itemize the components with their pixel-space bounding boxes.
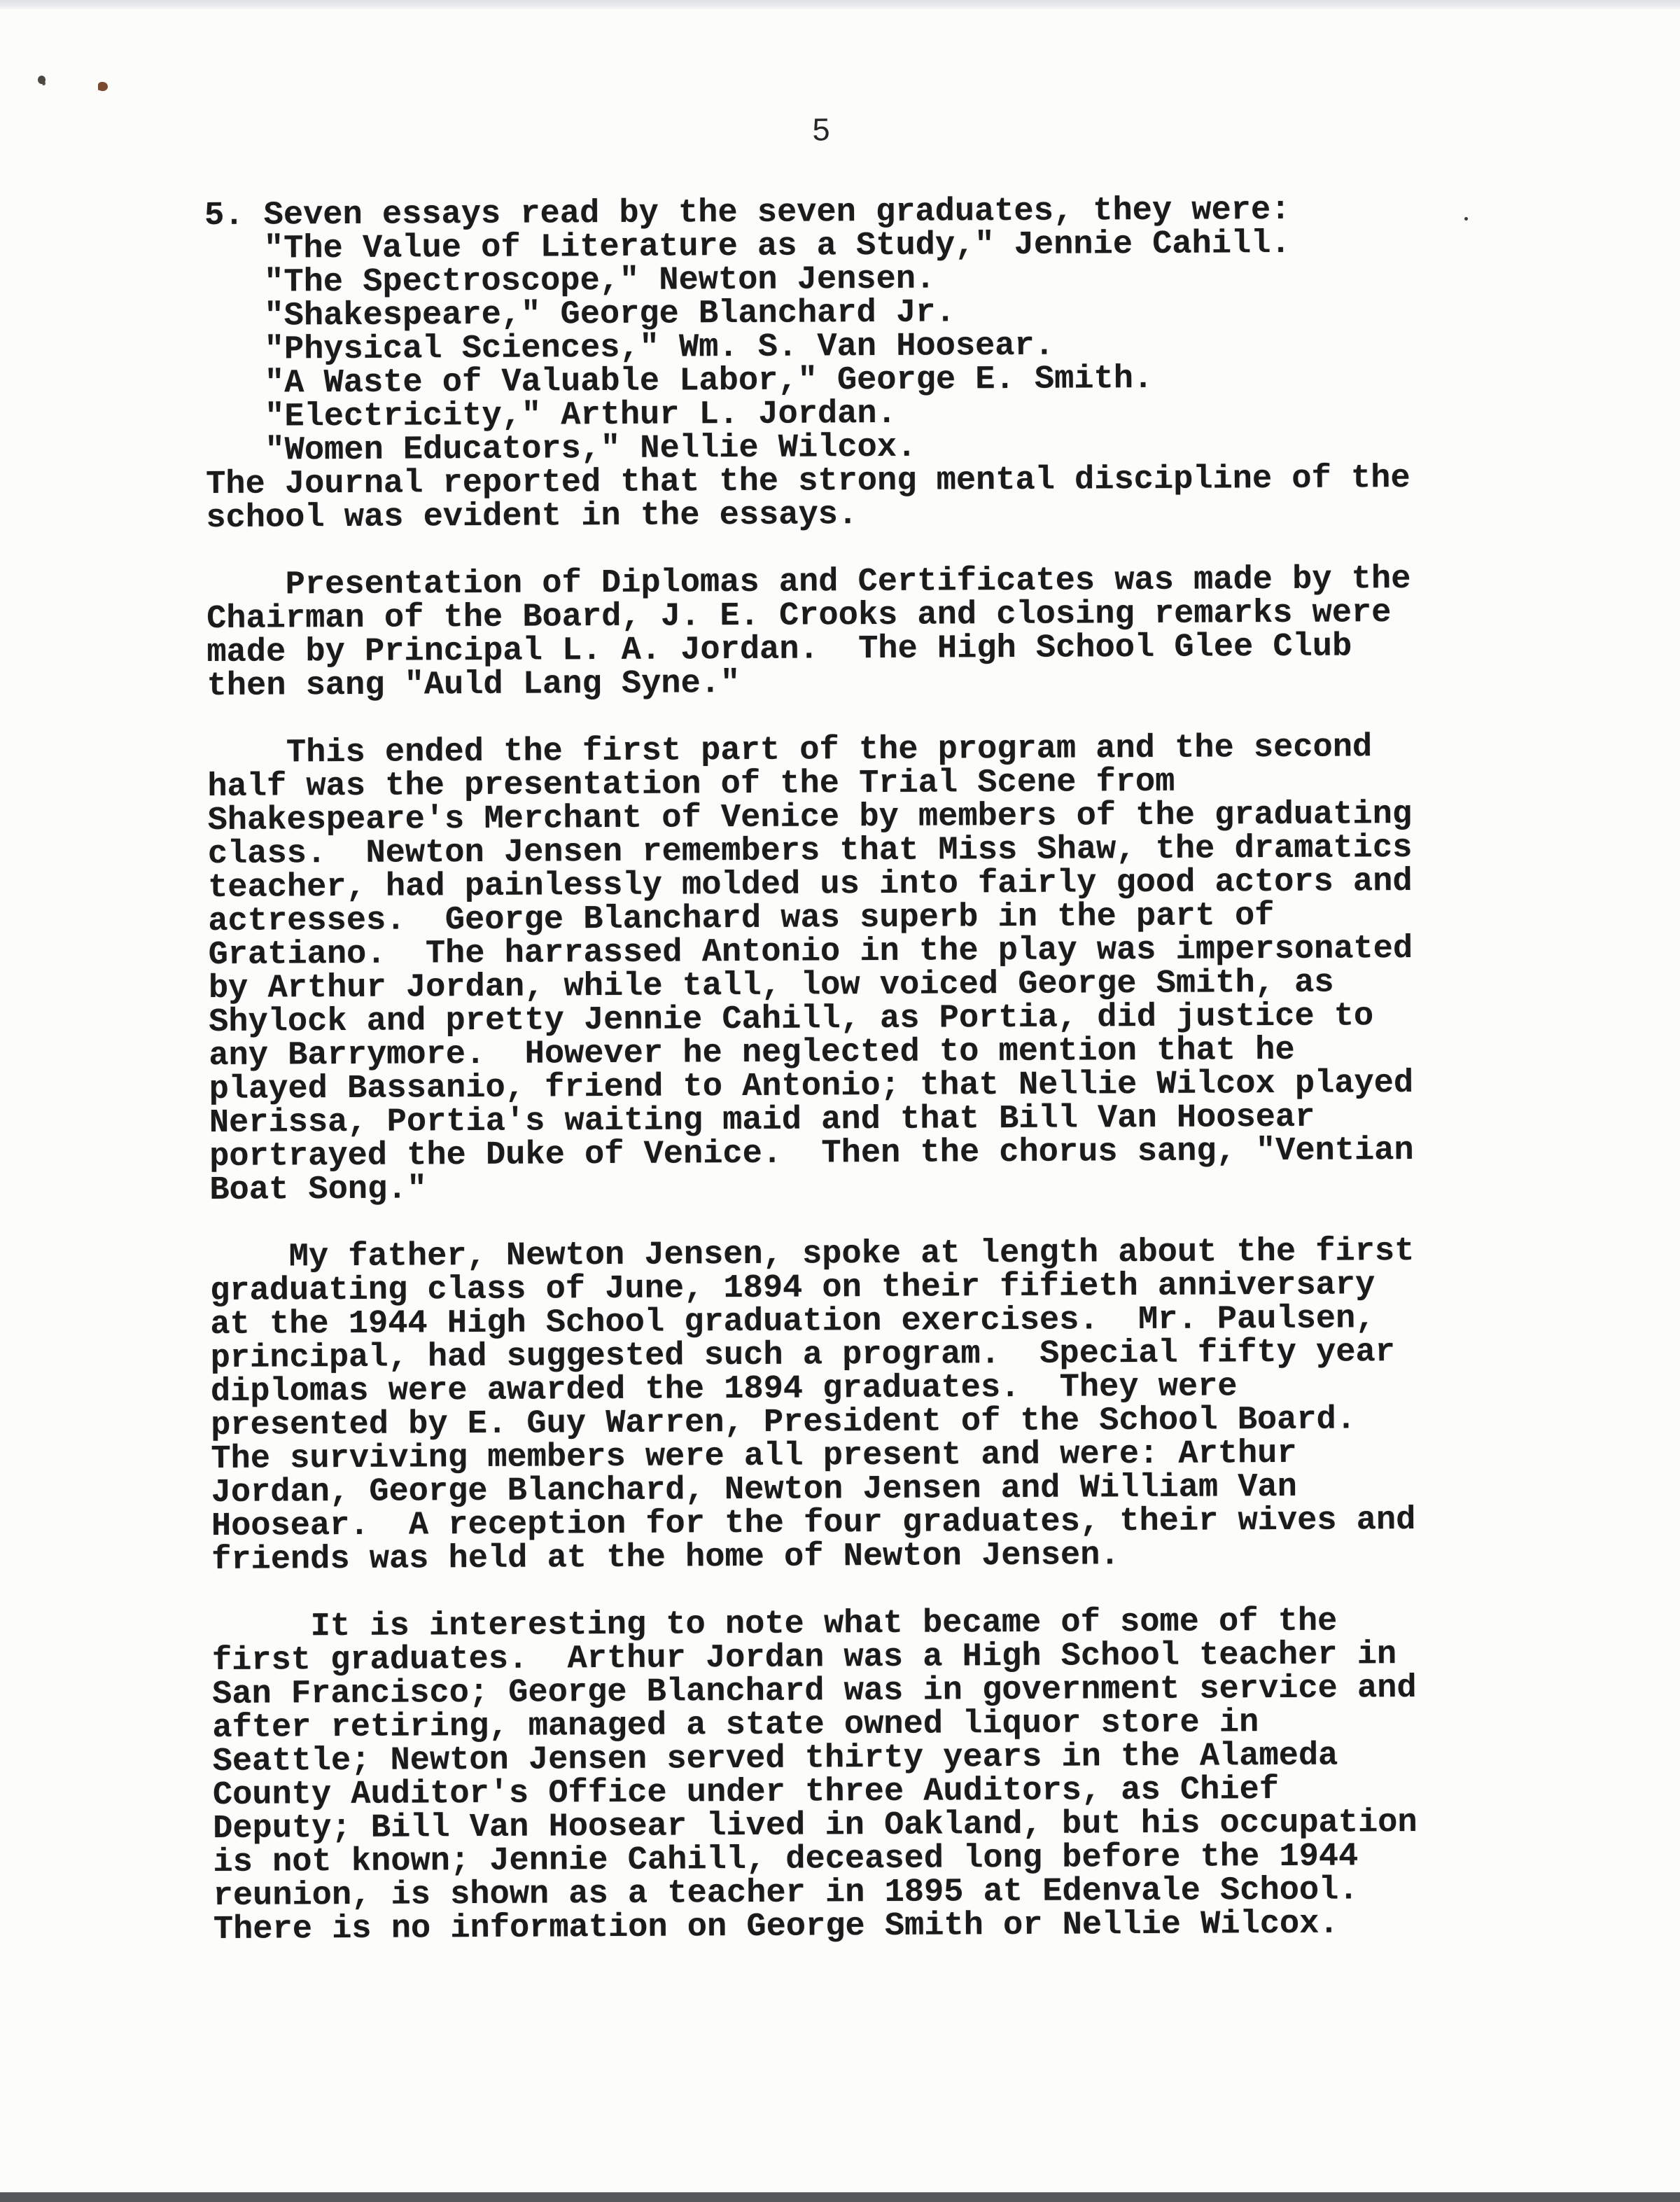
paragraph [206,562,1481,704]
text-line: Gratiano. The harrassed Antonio in the play was impersonated [208,930,1413,974]
text-line: The surviving members were all present and were: Arthur [211,1435,1297,1478]
text-line: Chairman of the Board, J. E. Crooks and closing remarks were [206,594,1392,638]
text-line: Seattle; Newton Jensen served thirty years in the Alameda [212,1737,1338,1781]
text-line: Boat Song." [209,1171,427,1209]
text-line: after retiring, managed a state owned liquor store in [212,1704,1259,1747]
text-line: "Physical Sciences," Wm. S. Van Hoosear. [204,327,1055,369]
text-line: Deputy; Bill Van Hoosear lived in Oakland, but his occupation [213,1804,1418,1848]
text-line: teacher, had painlessly molded us into fairly good actors and [208,863,1413,907]
text-line: Shylock and pretty Jennie Cahill, as Portia, did justice to [209,998,1374,1041]
text-line: County Auditor's Office under three Auditors, as Chief [212,1771,1280,1814]
text-line: actresses. George Blanchard was superb in the part of [208,898,1275,940]
text-line: friends was held at the home of Newton Jensen. [211,1537,1120,1579]
paragraph [212,1604,1488,1947]
text-line: Nerissa, Portia's waiting maid and that Bill Van Hoosear [209,1099,1315,1142]
text-line: This ended the first part of the program and the second [207,729,1373,772]
text-line: class. Newton Jensen remembers that Miss Shaw, the dramatics [207,829,1413,873]
text-line: portrayed the Duke of Venice. Then the chorus sang, "Ventian [209,1131,1414,1176]
paragraph [210,1234,1485,1577]
text-line: principal, had suggested such a program. Special fifty year [210,1334,1396,1377]
text-line: Jordan, George Blanchard, Newton Jensen and William Van [211,1468,1298,1512]
text-line: The Journal reported that the strong mental discipline of the [205,459,1410,503]
text-line: is not known; Jennie Cahill, deceased long before the 1944 [213,1838,1359,1881]
text-line: "The Value of Literature as a Study," Jennie Cahill. [204,225,1291,268]
text-line: San Francisco; George Blanchard was in government service and [212,1669,1417,1713]
text-line: Hoosear. A reception for the four graduates, their wives and [211,1501,1416,1545]
text-line: Presentation of Diplomas and Certificates was made by the [206,560,1411,604]
page-number: 5 [812,111,830,148]
text-line: diplomas were awarded the 1894 graduates. They were [210,1368,1238,1411]
text-line: "Women Educators," Nellie Wilcox. [205,428,917,470]
text-line: reunion, is shown as a teacher in 1895 at Edenvale School. [213,1872,1359,1915]
paragraph [207,730,1483,1208]
text-line: 5. Seven essays read by the seven graduates, they were: [204,191,1291,235]
text-line: first graduates. Arthur Jordan was a High School teacher in [211,1636,1397,1680]
text-line: Shakespeare's Merchant of Venice by members of the graduating [207,795,1413,839]
paragraph [204,193,1480,536]
text-line: My father, Newton Jensen, spoke at length about the first [209,1232,1415,1276]
text-line: There is no information on George Smith or Nellie Wilcox. [213,1905,1339,1949]
text-line: played Bassanio, friend to Antonio; that Nellie Wilcox played [209,1064,1414,1108]
text-line: school was evident in the essays. [206,496,858,537]
scan-edge-bottom [0,2192,1680,2202]
text-line: "Shakespeare," George Blanchard Jr. [204,294,955,335]
text-line: half was the presentation of the Trial Scene from [207,763,1175,806]
text-line: graduating class of June, 1894 on their fifieth anniversary [210,1267,1376,1310]
text-line: presented by E. Guy Warren, President of the School Board. [211,1401,1357,1444]
text-line: "The Spectroscope," Newton Jensen. [204,260,936,302]
text-line: any Barrymore. However he neglected to mention that he [209,1031,1295,1075]
text-line: made by Principal L. A. Jordan. The High School Glee Club [206,628,1352,671]
text-line: "Electricity," Arthur L. Jordan. [205,395,897,436]
text-line: then sang "Auld Lang Syne." [206,665,741,705]
text-line: by Arthur Jordan, while tall, low voiced George Smith, as [208,964,1334,1008]
text-line: at the 1944 High School graduation exercises. Mr. Paulsen, [210,1300,1376,1344]
typed-text [204,191,1488,1949]
text-line: It is interesting to note what became of some of the [211,1603,1338,1646]
text-line: "A Waste of Valuable Labor," George E. Smith. [205,360,1154,403]
